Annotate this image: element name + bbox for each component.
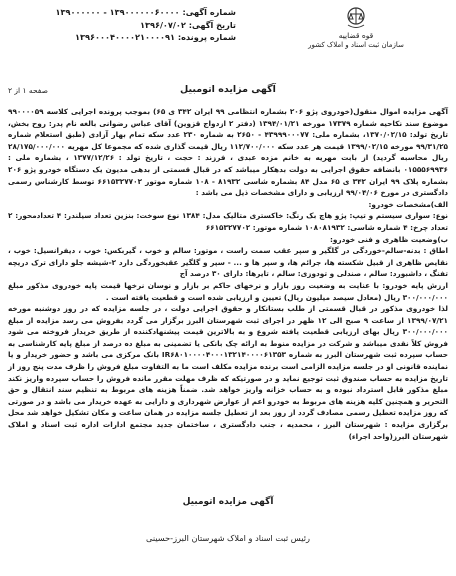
judiciary-emblem-icon [343,4,369,30]
section-heading-condition: ب)وضعیت ظاهری و فنی خودرو: [329,234,448,244]
vehicle-condition-paragraph: اطاق : بدنه-سالم-خوردگی در گلگیر و سپر عقب سمت راست ، موتور: سالم و خوب ، گیربکس: خوب ، دیفرانسیل: خوب ، نقایص ظاهری از قبیل شکسته ها، جرائم ها، و سپر ها و ... - سپر و گلگیر عقبخوردگی دارد ۲-شیشه جلو دارای ترک دریچه تفنگ ، داشبورد: سالم ، صندلی و تودوزی: سالم ، تایرها: دارای ۳۰ درصد آج [8,246,448,279]
notice-body [8,106,448,442]
file-number: شماره پرونده: ۱۳۹۶۰۰۰۴۰۰۰۰۲۱۰۰۰۰۹۱ [75,32,236,42]
reference-block [6,6,236,44]
ministry-name: قوه قضاییه [338,31,374,40]
vehicle-specs-paragraph: نوع: سواری سیستم و تیپ: پژو هاچ بک رنگ: خاکستری متالیک مدل: ۱۳۸۴ نوع سوخت: بنزین تعداد سیلندر: ۴ تعدادمحور: ۲ تعداد چرخ: ۴ شماره شاسی: ۱۰۸۰۸۱۹۳۲ شماره موتور: ۶۶۱۵۳۲۷۷۰۲ [8,211,449,232]
organization-name: سازمان ثبت اسناد و املاک کشور [308,41,404,49]
organization-logo [286,4,426,64]
notice-date: تاریخ آگهی: ۱۳۹۶/۰۷/۰۲ [139,19,236,30]
signature-line: رئیس ثبت اسناد و املاک شهرستان البرز-حسینی [146,533,310,543]
section-heading-specs: الف)مشخصات خودرو: [368,199,448,209]
base-value-paragraph: ارزش پایه خودرو: با عنایت به وضعیت روز بازار و نرخهای حاکم بر بازار و نوسان نرخها قیمت پایه خودروی مذکور مبلغ ۳۰۰/۰۰۰/۰۰۰ ریال (معادل سیصد میلیون ریال) تعیین و ارزیابی شده است و قطعیت یافته است . [8,280,448,302]
page-title: آگهی مزایده اتومبیل [180,84,276,95]
page-indicator: صفحه ۱ از ۲ [8,86,48,95]
intro-paragraph: آگهی مزایده اموال منقول(خودروی پژو ۲۰۶ بشماره انتظامی ۹۹ ایران ۳۴۲ ی ۶۵) بموجب پرونده اجرایی کلاسه ۹۹۰۰۰۰۵۹ موضوع سند نکاحیه شماره ۱۷۳۷۹ مورخه ۱۳۹۴/۰۱/۲۱ (دفتر ۲ ازدواج قزوین) آقای عباس رضوانی بالغه نام پدر: روح بخش، تاریخ تولد: ۱۳۷۰/۰۲/۱۵، بشماره ملی: ۴۳۹۹۹۰۰۰۷۷ - ۲۶۵۰ به شماره ۲۳۰ عدد سکه تمام بهار آزادی (طبق استعلام شماره ۹۹/۳۱/۲۵ مورخه ۱۳۹۹/۰۲/۱۵ قیمت هر عدد سکه ۱۱۲/۷۰۰/۰۰۰ ریال قیمت گذاری شده که مجموعا کل مهریه ۲۸/۱۷۵/۰۰۰/۰۰۰ ریال محاسبه گردید) از بابت مهریه به خانم مزده عبدی ، فرزند : حجت ، تاریخ تولد : ۱۳۷۷/۱۲/۲۶ ، بشماره ملی : ۰۱۵۵۵۶۹۹۳۶ بانضافه حقوق اجرایی به دولت بدهکار میباشد که در قبال قسمتی از بدهی مدیون یک دستگاه خودرو پژو ۲۰۶ بشماره پلاک ۹۹ ایران ۳۴۲ ی ۶۵ مدل ۸۴ بشماره شاسی ۸۱۹۳۲ - ۱۰۸ شماره موتور ۶۶۱۵۳۲۷۷۰۲ توسط کارشناس رسمی دادگستری در مورخ ۹۹/۰۴/۰۶ ارزیابی و دارای مشخصات ذیل می باشد : [8,107,449,198]
footer-title: آگهی مزایده اتومبیل [182,497,274,507]
notice-number: شماره آگهی: ۱۳۹۰۰۰۰۰۰۶۰۰۰۰ - ۱۳۹۰۰۰۰۰۰ [55,7,236,17]
auction-terms-paragraph: لذا خودروی مذکور در قبال قسمتی از طلب بستانکار و حقوق اجرایی دولت ، در جلسه مزایده که در روز دوشنبه مورخه ۱۳۹۹/۰۷/۲۱ از ساعت ۹ صبح الی ۱۲ ظهر در اجرای ثبت شهرستان البرز برگزار می گردد بفروش می رسد مزایده از مبلغ ۳۰۰/۰۰۰/۰۰۰ ریال بهای ارزیابی قطعیت یافته شروع و به بالاترین قیمت پیشنهادکننده از طریق خریدار فروخته می شود فروش کلاً نقدی میباشد و شرکت در مزایده منوط به ارائه چک بانکی یا تضمینی به مبلغ ده درصد از مبلغ پایه کارشناسی به حساب سپرده ثبت شهرستان البرز به شماره IR۶۸۰۱۰۰۰۰۴۰۰۰۱۳۲۱۴۰۰۰۰۶۱۳۵۳ بانک مرکزی می باشد و حضور خریدار و یا نماینده قانونی او در جلسه مزایده الزامی است برنده مزایده مکلف است ما به التفاوت مبلغ فروش را ظرف مدت پنج روز از تاریخ مزایده به حساب صندوق ثبت توجیع نماید و در صورتیکه که ظرف مهلت مقرر مانده فروش را حساب سپرده واریز نکند مبلغ مذکور قابل استرداد نبوده و به حساب خزانه واریز خواهد شد. ضمناً هزینه های مربوط به تنظیم سند انتقال و حق التحریر و همچنین کلیه هزینه های مربوط به خودرو اعم از عوارض شهرداری و دارایی به عهده خریدار می باشد و در صورتی که روز مزایده تعطیل رسمی مصادف گردد از روز بعد از تعطیل جلسه مزایده در همان ساعت و مکان تشکیل خواهد شد محل برگزاری مزایده : شهرستان البرز ، محمدیه ، جنب دادگستری ، ساختمان جدید مجتمع ادارات اداره ثبت اسناد و املاک شهرستان البرز(واحد اجراء) [8,304,448,441]
